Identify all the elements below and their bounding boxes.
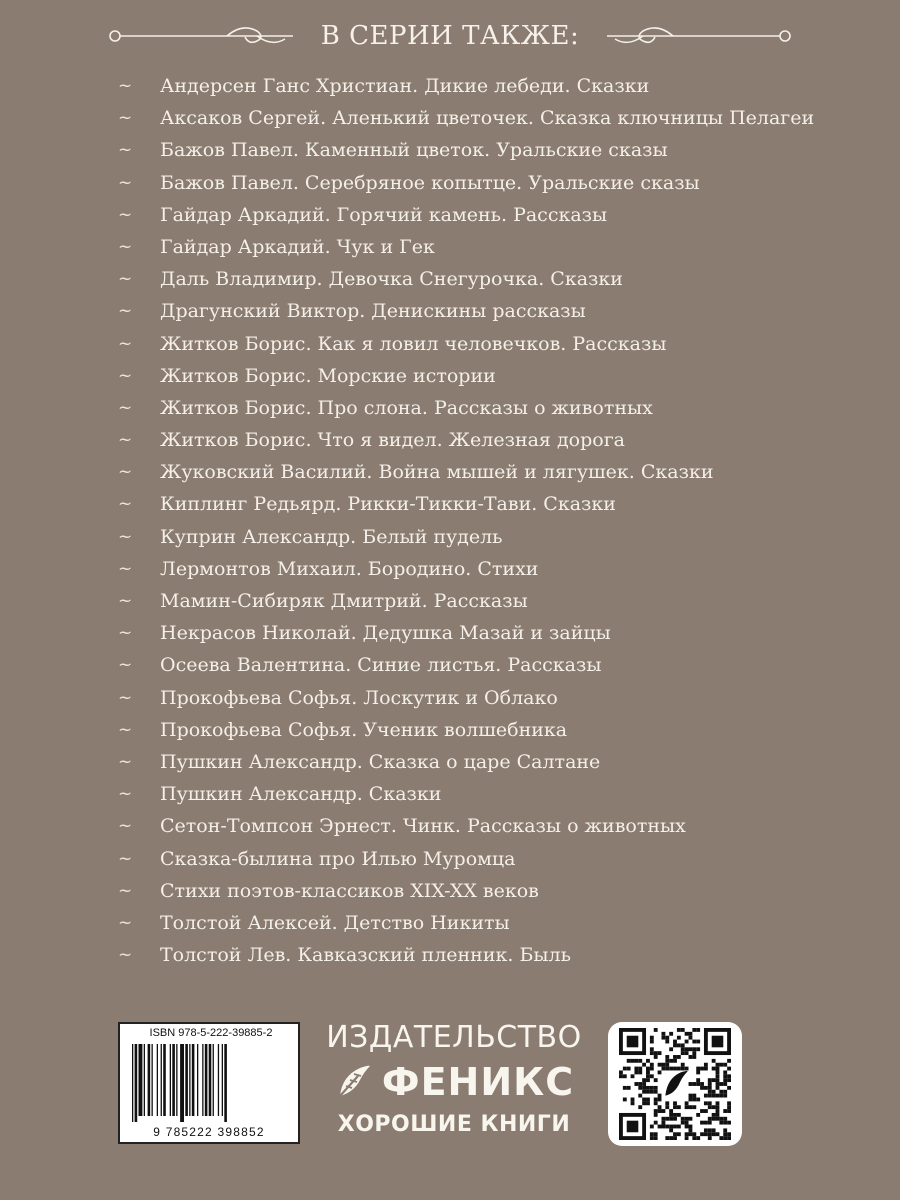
book-title: Житков Борис. Как я ловил человечков. Рассказы [160, 332, 667, 355]
list-item [118, 778, 878, 810]
list-item [118, 875, 878, 907]
book-title: Пушкин Александр. Сказка о царе Салтане [160, 750, 601, 773]
list-marker: ~ [118, 204, 133, 225]
book-title: Пушкин Александр. Сказки [160, 783, 442, 806]
book-title: Андерсен Ганс Христиан. Дикие лебеди. Сказки [160, 75, 650, 97]
publisher-label: ИЗДАТЕЛЬСТВО [326, 1020, 582, 1055]
list-marker: ~ [118, 430, 133, 451]
book-title: Толстой Алексей. Детство Никиты [160, 911, 510, 934]
book-title: Толстой Лев. Кавказский пленник. Быль [160, 944, 571, 967]
list-item [118, 456, 878, 488]
book-title: Прокофьева Софья. Ученик волшебника [160, 718, 568, 741]
book-list [118, 70, 878, 971]
list-item [118, 295, 878, 327]
list-marker: ~ [118, 719, 133, 740]
book-title: Киплинг Редьярд. Рикки-Тикки-Тави. Сказки [160, 493, 616, 516]
book-title: Мамин-Сибиряк Дмитрий. Рассказы [160, 590, 528, 612]
series-header [0, 14, 900, 58]
list-item [118, 746, 878, 778]
left-flourish-ornament [107, 21, 297, 51]
list-marker: ~ [118, 751, 133, 772]
list-item [118, 617, 878, 649]
list-marker: ~ [118, 462, 133, 483]
barcode-digits: 9 785222 398852 [153, 1125, 265, 1139]
book-title: Житков Борис. Морские истории [160, 364, 496, 387]
book-title: Драгунский Виктор. Денискины рассказы [160, 300, 586, 323]
list-item [118, 360, 878, 392]
book-title: Осеева Валентина. Синие листья. Рассказы [160, 654, 602, 677]
publisher-name: ФЕНИКС [381, 1060, 575, 1104]
list-marker: ~ [118, 945, 133, 966]
book-title: Некрасов Николай. Дедушка Мазай и зайцы [160, 622, 611, 645]
book-title: Гайдар Аркадий. Чук и Гек [160, 235, 435, 258]
qr-code [608, 1022, 742, 1146]
list-item [118, 424, 878, 456]
list-marker: ~ [118, 526, 133, 547]
list-item [118, 70, 878, 102]
list-item [118, 907, 878, 939]
right-flourish-ornament [603, 21, 793, 51]
list-marker: ~ [118, 912, 133, 933]
list-item [118, 102, 878, 134]
list-marker: ~ [118, 655, 133, 676]
list-marker: ~ [118, 623, 133, 644]
list-marker: ~ [118, 784, 133, 805]
list-item [118, 392, 878, 424]
list-marker: ~ [118, 687, 133, 708]
list-marker: ~ [118, 172, 133, 193]
barcode-icon [130, 1044, 290, 1122]
list-marker: ~ [118, 140, 133, 161]
qr-code-icon [618, 1028, 732, 1140]
list-item [118, 553, 878, 585]
list-item [118, 810, 878, 842]
list-item [118, 328, 878, 360]
list-marker: ~ [118, 333, 133, 354]
publisher-slogan: ХОРОШИЕ КНИГИ [337, 1112, 571, 1137]
book-title: Даль Владимир. Девочка Снегурочка. Сказки [160, 268, 623, 291]
list-item [118, 263, 878, 295]
list-marker: ~ [118, 365, 133, 386]
list-item [118, 167, 878, 199]
list-item [118, 843, 878, 875]
list-item [118, 939, 878, 971]
list-item [118, 199, 878, 231]
list-marker: ~ [118, 76, 133, 96]
list-item [118, 585, 878, 617]
list-item [118, 521, 878, 553]
footer [118, 1020, 788, 1148]
feather-icon [334, 1062, 374, 1102]
list-marker: ~ [118, 108, 133, 129]
list-item [118, 682, 878, 714]
list-marker: ~ [118, 816, 133, 837]
isbn-number: ISBN 978-5-222-39885-2 [149, 1027, 273, 1039]
page-title: В СЕРИИ ТАКЖЕ: [320, 21, 580, 51]
list-item [118, 714, 878, 746]
book-title: Стихи поэтов-классиков XIX-XX веков [160, 879, 539, 902]
list-marker: ~ [118, 558, 133, 579]
book-title: Прокофьева Софья. Лоскутик и Облако [160, 686, 558, 709]
book-title: Бажов Павел. Серебряное копытце. Уральские сказы [160, 171, 700, 194]
list-item [118, 231, 878, 263]
book-title: Житков Борис. Что я видел. Железная дорога [160, 429, 625, 452]
list-marker: ~ [118, 591, 133, 611]
list-item [118, 134, 878, 166]
book-title: Лермонтов Михаил. Бородино. Стихи [160, 557, 539, 580]
isbn-barcode [118, 1022, 300, 1144]
list-item [118, 649, 878, 681]
list-marker: ~ [118, 269, 133, 290]
list-marker: ~ [118, 848, 133, 869]
book-title: Житков Борис. Про слона. Рассказы о животных [160, 396, 653, 419]
book-title: Аксаков Сергей. Аленький цветочек. Сказка ключницы Пелагеи [160, 107, 815, 130]
book-title: Гайдар Аркадий. Горячий камень. Рассказы [160, 203, 608, 226]
publisher-logo [308, 1020, 600, 1148]
list-marker: ~ [118, 301, 133, 322]
book-title: Куприн Александр. Белый пудель [160, 525, 503, 548]
list-item [118, 488, 878, 520]
list-marker: ~ [118, 397, 133, 418]
book-title: Сетон-Томпсон Эрнест. Чинк. Рассказы о животных [160, 815, 686, 838]
list-marker: ~ [118, 880, 133, 901]
book-title: Жуковский Василий. Война мышей и лягушек. Сказки [160, 461, 714, 484]
publisher-name-row [308, 1060, 600, 1104]
book-title: Бажов Павел. Каменный цветок. Уральские сказы [160, 139, 668, 162]
list-marker: ~ [118, 494, 133, 515]
book-title: Сказка-былина про Илью Муромца [160, 847, 516, 870]
list-marker: ~ [118, 236, 133, 257]
